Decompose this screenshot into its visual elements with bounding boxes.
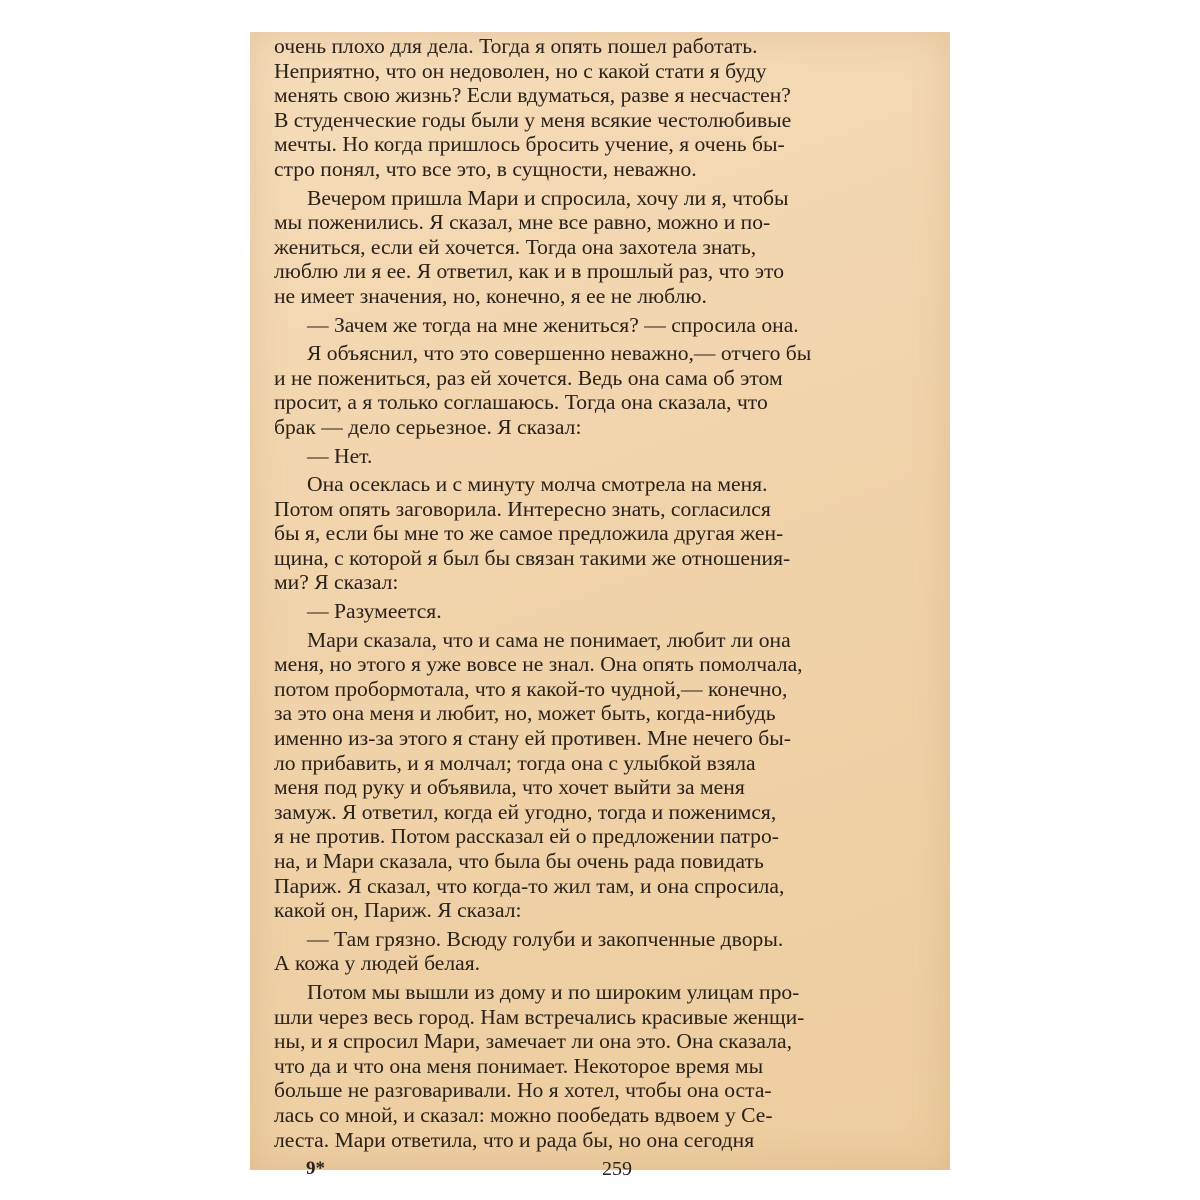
paragraph [274,34,934,182]
text-line: просит, а я только соглашаюсь. Тогда она сказала, что [274,390,768,415]
text-line: замуж. Я ответил, когда ей угодно, тогда и поженимся, [274,799,777,824]
text-line: больше не разговаривали. Но я хотел, чтобы она оста- [274,1078,772,1103]
text-line: именно из-за этого я стану ей противен. Мне нечего бы- [274,726,791,751]
text-line: лась со мной, и сказал: можно пообедать вдвоем у Се- [274,1102,773,1127]
paragraph [274,186,934,309]
text-line: люблю ли я ее. Я ответил, как и в прошлый раз, что это [274,259,784,284]
paragraph [274,980,934,1152]
text-line: ло прибавить, и я молчал; тогда она с улыбкой взяла [274,750,756,775]
book-page [250,32,950,1180]
text-line: Мари сказала, что и сама не понимает, любит ли она [307,627,791,652]
signature-mark: 9* [306,1158,325,1179]
page-footer [250,1158,950,1184]
text-line: В студенческие годы были у меня всякие честолюбивые [274,107,792,132]
text-line: меня под руку и объявила, что хочет выйти за меня [274,775,745,800]
paragraph [274,341,934,439]
text-line: брак — дело серьезное. Я сказал: [274,414,582,439]
text-line: меня, но этого я уже вовсе не знал. Она опять помолчала, [274,652,803,677]
text-line: не имеет значения, но, конечно, я ее не люблю. [274,283,707,308]
text-line: ны, и я спросил Мари, замечает ли она это. Она сказала, [274,1029,792,1054]
text-line: Неприятно, что он недоволен, но с какой стати я буду [274,58,767,83]
text-line: мы поженились. Я сказал, мне все равно, можно и по- [274,210,771,235]
text-line: что да и что она меня понимает. Некоторое время мы [274,1053,764,1078]
page-text [274,34,934,1156]
paragraph [274,313,934,338]
text-line: — Зачем же тогда на мне жениться? — спросила она. [307,312,799,337]
text-line: — Разумеется. [307,599,442,624]
text-line: на, и Мари сказала, что была бы очень рада повидать [274,849,764,873]
text-line: Она осеклась и с минуту молча смотрела на меня. [307,472,768,497]
text-line: Вечером пришла Мари и спросила, хочу ли я, чтобы [307,185,789,210]
text-line: А кожа у людей белая. [274,951,481,976]
text-line: какой он, Париж. Я сказал: [274,898,522,923]
paragraph [274,599,934,624]
text-line: Потом мы вышли из дому и по широким улицам про- [307,979,800,1004]
text-line: Я объяснил, что это совершенно неважно,— отчего бы [307,341,812,366]
text-line: и не пожениться, раз ей хочется. Ведь она сама об этом [274,365,783,390]
text-line: за это она меня и любит, но, может быть, когда-нибудь [274,701,776,726]
text-line: менять свою жизнь? Если вдуматься, разве я несчастен? [274,83,791,108]
text-line: Потом опять заговорила. Интересно знать, согласился [274,496,771,521]
text-line: шли через весь город. Нам встречались красивые женщи- [274,1004,805,1029]
paragraph [274,472,934,595]
paragraph [274,444,934,469]
text-line: ми? Я сказал: [274,570,399,595]
text-line: жениться, если ей хочется. Тогда она захотела знать, [274,234,757,259]
text-line: Париж. Я сказал, что когда-то жил там, и она спросила, [274,873,785,898]
text-line: — Там грязно. Всюду голуби и закопченные дворы. [307,926,784,951]
paragraph [274,628,934,923]
text-line: — Нет. [307,443,373,468]
text-line: я не против. Потом рассказал ей о предложении патро- [274,824,779,849]
text-line: потом пробормотала, что я какой-то чудной,— конечно, [274,676,788,701]
text-line: стро понял, что все это, в сущности, неважно. [274,156,697,181]
text-line: леста. Мари ответила, что и рада бы, но она сегодня [274,1127,755,1152]
paragraph [274,927,934,976]
text-line: очень плохо для дела. Тогда я опять пошел работать. [274,34,758,58]
text-line: бы я, если бы мне то же самое предложила другая жен- [274,521,784,546]
text-line: мечты. Но когда пришлось бросить учение, я очень бы- [274,132,785,157]
page-number: 259 [602,1158,632,1180]
text-line: щина, с которой я был бы связан такими же отношения- [274,545,791,570]
